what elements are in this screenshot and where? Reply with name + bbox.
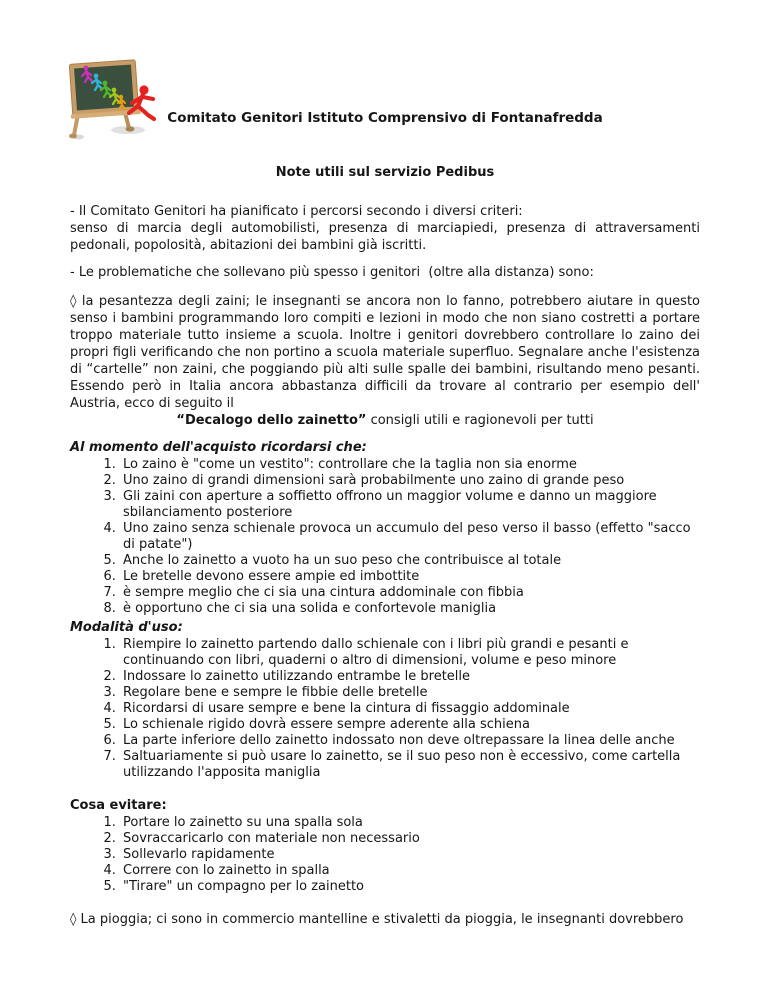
backpack-weight-paragraph: ◊ la pesantezza degli zaini; le insegnanti se ancora non lo fanno, potrebbero aiutare in questo senso i bambini programmando loro compiti e lezioni in modo che non siano costretti a portare troppo materiale tutto insieme a scuola. Inoltre i genitori dovrebbero controllare lo zaino dei propri figli verificando che non portino a scuola materiale superfluo. Segnalare anche l'esistenza di “cartelle” non zaini, che poggiando più alti sulle spalle dei bambini, risultando meno pesanti. Essendo però in Italia ancora abbastanza difficili da trovare al contrario per esempio dell' Austria, ecco di seguito il xyxy=(70,294,700,411)
chalkboard-walking-children-logo-icon xyxy=(64,57,164,145)
list-item: 8. è opportuno che ci sia una solida e confortevole maniglia xyxy=(120,601,700,617)
list-item: 6. La parte inferiore dello zainetto indossato non deve oltrepassare la linea delle anche xyxy=(120,733,700,749)
list-item: 2. Uno zaino di grandi dimensioni sarà probabilmente uno zaino di grande peso xyxy=(120,473,700,489)
list-item: 2. Sovraccaricarlo con materiale non necessario xyxy=(120,831,700,847)
list-uso xyxy=(70,637,700,781)
list-acquisto xyxy=(70,457,700,617)
decalogo-title-bold: “Decalogo dello zainetto” xyxy=(176,413,367,428)
list-item: 1. Riempire lo zainetto partendo dallo schienale con i libri più grandi e pesanti e continuando con libri, quaderni o altro di dimensioni, volume e peso minore xyxy=(120,637,700,669)
list-item: 3. Gli zaini con aperture a soffietto offrono un maggior volume e danno un maggiore sbilanciamento posteriore xyxy=(120,489,700,521)
planning-paragraph xyxy=(70,203,700,254)
planning-detail: senso di marcia degli automobilisti, presenza di marciapiedi, presenza di attraversamenti pedonali, popolosità, abitazioni dei bambini già iscritti. xyxy=(70,221,700,253)
list-item: 3. Sollevarlo rapidamente xyxy=(120,847,700,863)
logo-svg xyxy=(64,57,164,145)
list-item: 1. Portare lo zainetto su una spalla sola xyxy=(120,815,700,831)
problems-line: - Le problematiche che sollevano più spesso i genitori (oltre alla distanza) sono: xyxy=(70,265,594,280)
decalogo-title-line xyxy=(70,412,700,429)
list-item: 1. Lo zaino è "come un vestito": controllare che la taglia non sia enorme xyxy=(120,457,700,473)
list-item: 5. Anche lo zainetto a vuoto ha un suo peso che contribuisce al totale xyxy=(120,553,700,569)
list-item: 4. Uno zaino senza schienale provoca un accumulo del peso verso il basso (effetto "sacco di patate") xyxy=(120,521,700,553)
document-title: Comitato Genitori Istituto Comprensivo di Fontanafredda xyxy=(167,110,603,126)
list-item: 6. Le bretelle devono essere ampie ed imbottite xyxy=(120,569,700,585)
list-item: 5. Lo schienale rigido dovrà essere sempre aderente alla schiena xyxy=(120,717,700,733)
section-heading-uso: Modalità d'uso: xyxy=(70,620,183,635)
list-item: 2. Indossare lo zainetto utilizzando entrambe le bretelle xyxy=(120,669,700,685)
document-subtitle: Note utili sul servizio Pedibus xyxy=(275,165,495,180)
list-item: 7. Saltuariamente si può usare lo zainetto, se il suo peso non è eccessivo, come cartella utilizzando l'apposita maniglia xyxy=(120,749,700,781)
list-item: 5. "Tirare" un compagno per lo zainetto xyxy=(120,879,700,895)
list-evitare xyxy=(70,815,700,895)
rain-line: ◊ La pioggia; ci sono in commercio mantelline e stivaletti da pioggia, le insegnanti dovrebbero xyxy=(70,912,684,927)
list-item: 4. Correre con lo zainetto in spalla xyxy=(120,863,700,879)
planning-lead-line: - Il Comitato Genitori ha pianificato i percorsi secondo i diversi criteri: xyxy=(70,204,523,219)
list-item: 7. è sempre meglio che ci sia una cintura addominale con fibbia xyxy=(120,585,700,601)
decalogo-title-rest: consigli utili e ragionevoli per tutti xyxy=(366,413,594,428)
list-item: 4. Ricordarsi di usare sempre e bene la cintura di fissaggio addominale xyxy=(120,701,700,717)
list-item: 3. Regolare bene e sempre le fibbie delle bretelle xyxy=(120,685,700,701)
section-heading-evitare: Cosa evitare: xyxy=(70,798,167,813)
section-heading-acquisto: Al momento dell'acquisto ricordarsi che: xyxy=(70,440,367,455)
document-body xyxy=(70,203,700,928)
